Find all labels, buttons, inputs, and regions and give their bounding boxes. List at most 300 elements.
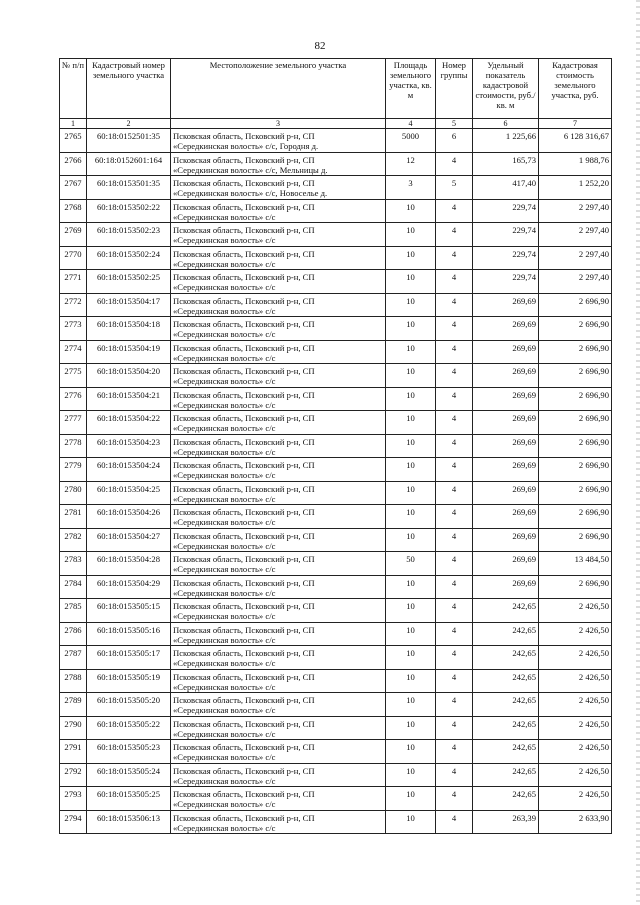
- cadastral-number: 60:18:0153502:24: [87, 246, 171, 270]
- location-line-2: «Середкинская волость» с/с: [173, 611, 276, 621]
- header-group: Номер группы: [436, 59, 473, 119]
- location-line-1: Псковская область, Псковский р-н, СП: [173, 742, 315, 752]
- group-number: 4: [436, 458, 473, 482]
- specific-value: 269,69: [473, 528, 539, 552]
- cadastral-number: 60:18:0153504:27: [87, 528, 171, 552]
- area: 10: [386, 505, 436, 529]
- area: 10: [386, 199, 436, 223]
- location-line-1: Псковская область, Псковский р-н, СП: [173, 154, 315, 165]
- row-number: 2788: [60, 669, 87, 693]
- cadastral-value: 2 297,40: [539, 246, 612, 270]
- location-line-1: Псковская область, Псковский р-н, СП: [173, 178, 315, 188]
- specific-value: 242,65: [473, 599, 539, 623]
- cadastral-value: 2 696,90: [539, 340, 612, 364]
- location-line-2: «Середкинская волость» с/с: [173, 587, 276, 598]
- location-line-1: Псковская область, Псковский р-н, СП: [173, 413, 315, 423]
- location-line-2: «Середкинская волость» с/с: [173, 376, 276, 386]
- cadastral-table: [59, 58, 612, 834]
- location: [171, 763, 386, 787]
- specific-value: 229,74: [473, 270, 539, 294]
- header-specific: Удельный показатель кадастровой стоимости, руб./кв. м: [473, 59, 539, 119]
- table-row: [60, 223, 612, 247]
- location: [171, 434, 386, 458]
- specific-value: 165,73: [473, 152, 539, 176]
- cadastral-number: 60:18:0153504:26: [87, 505, 171, 529]
- location-line-1: Псковская область, Псковский р-н, СП: [173, 765, 315, 776]
- specific-value: 229,74: [473, 199, 539, 223]
- column-number: 1: [60, 119, 87, 129]
- row-number: 2765: [60, 129, 87, 153]
- specific-value: 269,69: [473, 434, 539, 458]
- cadastral-number: 60:18:0152501:35: [87, 129, 171, 153]
- location-line-2: «Середкинская волость» с/с: [173, 470, 276, 480]
- specific-value: 1 225,66: [473, 129, 539, 153]
- specific-value: 269,69: [473, 364, 539, 388]
- table-row: [60, 411, 612, 435]
- specific-value: 269,69: [473, 411, 539, 435]
- location-line-1: Псковская область, Псковский р-н, СП: [173, 648, 315, 658]
- cadastral-number: 60:18:0153501:35: [87, 176, 171, 200]
- cadastral-value: 2 426,50: [539, 740, 612, 764]
- row-number: 2777: [60, 411, 87, 435]
- area: 10: [386, 740, 436, 764]
- cadastral-value: 2 426,50: [539, 693, 612, 717]
- column-number: 2: [87, 119, 171, 129]
- location-line-1: Псковская область, Псковский р-н, СП: [173, 248, 315, 259]
- area: 10: [386, 411, 436, 435]
- specific-value: 242,65: [473, 622, 539, 646]
- area: 10: [386, 458, 436, 482]
- location: [171, 646, 386, 670]
- group-number: 4: [436, 622, 473, 646]
- specific-value: 417,40: [473, 176, 539, 200]
- row-number: 2766: [60, 152, 87, 176]
- specific-value: 229,74: [473, 223, 539, 247]
- row-number: 2776: [60, 387, 87, 411]
- table-row: [60, 364, 612, 388]
- specific-value: 269,69: [473, 387, 539, 411]
- cadastral-number: 60:18:0152601:164: [87, 152, 171, 176]
- location-line-2: «Середкинская волость» с/с: [173, 329, 276, 339]
- group-number: 4: [436, 223, 473, 247]
- scan-edge: [636, 0, 640, 905]
- row-number: 2778: [60, 434, 87, 458]
- cadastral-number: 60:18:0153505:19: [87, 669, 171, 693]
- cadastral-number: 60:18:0153505:25: [87, 787, 171, 811]
- location-line-1: Псковская область, Псковский р-н, СП: [173, 577, 315, 588]
- location-line-1: Псковская область, Псковский р-н, СП: [173, 436, 315, 447]
- location-line-2: «Середкинская волость» с/с: [173, 822, 276, 833]
- column-number: 3: [171, 119, 386, 129]
- cadastral-value: 2 426,50: [539, 787, 612, 811]
- row-number: 2773: [60, 317, 87, 341]
- group-number: 5: [436, 176, 473, 200]
- table-row: [60, 740, 612, 764]
- table-row: [60, 599, 612, 623]
- group-number: 4: [436, 387, 473, 411]
- location-line-1: Псковская область, Псковский р-н, СП: [173, 483, 315, 494]
- location-line-1: Псковская область, Псковский р-н, СП: [173, 201, 315, 212]
- location-line-2: «Середкинская волость» с/с: [173, 399, 276, 410]
- cadastral-number: 60:18:0153505:24: [87, 763, 171, 787]
- row-number: 2770: [60, 246, 87, 270]
- location-line-2: «Середкинская волость» с/с: [173, 540, 276, 551]
- row-number: 2792: [60, 763, 87, 787]
- area: 10: [386, 317, 436, 341]
- location: [171, 223, 386, 247]
- row-number: 2767: [60, 176, 87, 200]
- table-row: [60, 646, 612, 670]
- cadastral-number: 60:18:0153504:24: [87, 458, 171, 482]
- location: [171, 176, 386, 200]
- cadastral-value: 2 426,50: [539, 763, 612, 787]
- location-line-1: Псковская область, Псковский р-н, СП: [173, 789, 315, 799]
- table-row: [60, 669, 612, 693]
- cadastral-number: 60:18:0153504:25: [87, 481, 171, 505]
- location: [171, 599, 386, 623]
- column-number: 4: [386, 119, 436, 129]
- location: [171, 458, 386, 482]
- location: [171, 716, 386, 740]
- location-line-2: «Середкинская волость» с/с: [173, 282, 276, 292]
- group-number: 4: [436, 763, 473, 787]
- area: 10: [386, 810, 436, 834]
- table-row: [60, 176, 612, 200]
- cadastral-number: 60:18:0153505:15: [87, 599, 171, 623]
- row-number: 2784: [60, 575, 87, 599]
- location-line-1: Псковская область, Псковский р-н, СП: [173, 530, 315, 541]
- cadastral-number: 60:18:0153505:20: [87, 693, 171, 717]
- group-number: 4: [436, 740, 473, 764]
- column-number-row: [60, 119, 612, 129]
- cadastral-value: 6 128 316,67: [539, 129, 612, 153]
- area: 10: [386, 599, 436, 623]
- row-number: 2791: [60, 740, 87, 764]
- area: 10: [386, 528, 436, 552]
- location-line-1: Псковская область, Псковский р-н, СП: [173, 460, 315, 470]
- location-line-1: Псковская область, Псковский р-н, СП: [173, 389, 315, 400]
- table-row: [60, 293, 612, 317]
- location-line-2: «Середкинская волость» с/с: [173, 752, 276, 762]
- location-line-2: «Середкинская волость» с/с: [173, 305, 276, 316]
- table-row: [60, 246, 612, 270]
- cadastral-value: 2 696,90: [539, 434, 612, 458]
- table-row: [60, 270, 612, 294]
- row-number: 2774: [60, 340, 87, 364]
- cadastral-number: 60:18:0153504:22: [87, 411, 171, 435]
- specific-value: 269,69: [473, 458, 539, 482]
- location-line-1: Псковская область, Псковский р-н, СП: [173, 624, 315, 635]
- group-number: 4: [436, 810, 473, 834]
- header-area: Площадь земельного участка, кв. м: [386, 59, 436, 119]
- location-line-1: Псковская область, Псковский р-н, СП: [173, 342, 315, 353]
- cadastral-number: 60:18:0153502:25: [87, 270, 171, 294]
- area: 12: [386, 152, 436, 176]
- location-line-1: Псковская область, Псковский р-н, СП: [173, 225, 315, 235]
- location-line-2: «Середкинская волость» с/с: [173, 728, 276, 739]
- table-row: [60, 716, 612, 740]
- cadastral-number: 60:18:0153504:19: [87, 340, 171, 364]
- table-row: [60, 458, 612, 482]
- area: 10: [386, 716, 436, 740]
- group-number: 4: [436, 552, 473, 576]
- area: 10: [386, 481, 436, 505]
- table-row: [60, 575, 612, 599]
- table-row: [60, 763, 612, 787]
- row-number: 2783: [60, 552, 87, 576]
- table-row: [60, 810, 612, 834]
- cadastral-value: 2 696,90: [539, 505, 612, 529]
- area: 10: [386, 364, 436, 388]
- group-number: 4: [436, 528, 473, 552]
- specific-value: 242,65: [473, 787, 539, 811]
- table-row: [60, 787, 612, 811]
- cadastral-value: 2 633,90: [539, 810, 612, 834]
- location: [171, 270, 386, 294]
- cadastral-number: 60:18:0153506:13: [87, 810, 171, 834]
- location-line-1: Псковская область, Псковский р-н, СП: [173, 718, 315, 729]
- table-row: [60, 387, 612, 411]
- specific-value: 242,65: [473, 740, 539, 764]
- location: [171, 810, 386, 834]
- cadastral-number: 60:18:0153504:29: [87, 575, 171, 599]
- specific-value: 269,69: [473, 340, 539, 364]
- location: [171, 575, 386, 599]
- area: 50: [386, 552, 436, 576]
- location-line-1: Псковская область, Псковский р-н, СП: [173, 601, 315, 611]
- area: 10: [386, 787, 436, 811]
- location: [171, 293, 386, 317]
- cadastral-value: 2 426,50: [539, 646, 612, 670]
- table-row: [60, 199, 612, 223]
- group-number: 4: [436, 199, 473, 223]
- group-number: 4: [436, 317, 473, 341]
- table-row: [60, 129, 612, 153]
- specific-value: 242,65: [473, 693, 539, 717]
- cadastral-value: 2 696,90: [539, 458, 612, 482]
- row-number: 2787: [60, 646, 87, 670]
- header-num: № п/п: [60, 59, 87, 119]
- cadastral-number: 60:18:0153505:16: [87, 622, 171, 646]
- location: [171, 317, 386, 341]
- location-line-1: Псковская область, Псковский р-н, СП: [173, 295, 315, 306]
- location-line-2: «Середкинская волость» с/с, Новоселье д.: [173, 188, 328, 198]
- location: [171, 364, 386, 388]
- group-number: 4: [436, 646, 473, 670]
- area: 10: [386, 434, 436, 458]
- cadastral-value: 2 696,90: [539, 575, 612, 599]
- cadastral-value: 2 426,50: [539, 599, 612, 623]
- specific-value: 229,74: [473, 246, 539, 270]
- specific-value: 242,65: [473, 669, 539, 693]
- area: 10: [386, 387, 436, 411]
- location-line-1: Псковская область, Псковский р-н, СП: [173, 319, 315, 329]
- location: [171, 411, 386, 435]
- location-line-1: Псковская область, Псковский р-н, СП: [173, 812, 315, 823]
- row-number: 2769: [60, 223, 87, 247]
- location: [171, 481, 386, 505]
- group-number: 4: [436, 364, 473, 388]
- cadastral-number: 60:18:0153504:18: [87, 317, 171, 341]
- location-line-1: Псковская область, Псковский р-н, СП: [173, 671, 315, 682]
- cadastral-value: 2 696,90: [539, 364, 612, 388]
- location: [171, 129, 386, 153]
- area: 10: [386, 646, 436, 670]
- cadastral-value: 2 696,90: [539, 387, 612, 411]
- group-number: 4: [436, 434, 473, 458]
- location: [171, 693, 386, 717]
- group-number: 4: [436, 505, 473, 529]
- group-number: 4: [436, 481, 473, 505]
- cadastral-value: 1 988,76: [539, 152, 612, 176]
- location-line-2: «Середкинская волость» с/с, Городня д.: [173, 141, 319, 151]
- location-line-2: «Середкинская волость» с/с, Мельницы д.: [173, 164, 328, 175]
- group-number: 4: [436, 246, 473, 270]
- area: 10: [386, 270, 436, 294]
- location-line-1: Псковская область, Псковский р-н, СП: [173, 695, 315, 705]
- location: [171, 528, 386, 552]
- cadastral-number: 60:18:0153505:23: [87, 740, 171, 764]
- area: 10: [386, 693, 436, 717]
- cadastral-value: 1 252,20: [539, 176, 612, 200]
- cadastral-number: 60:18:0153504:28: [87, 552, 171, 576]
- specific-value: 242,65: [473, 716, 539, 740]
- cadastral-value: 2 297,40: [539, 199, 612, 223]
- cadastral-number: 60:18:0153502:23: [87, 223, 171, 247]
- location: [171, 505, 386, 529]
- location-line-2: «Середкинская волость» с/с: [173, 235, 276, 245]
- cadastral-number: 60:18:0153505:17: [87, 646, 171, 670]
- area: 10: [386, 293, 436, 317]
- location-line-2: «Середкинская волость» с/с: [173, 211, 276, 222]
- location-line-2: «Середкинская волость» с/с: [173, 775, 276, 786]
- area: 10: [386, 669, 436, 693]
- location-line-1: Псковская область, Псковский р-н, СП: [173, 554, 315, 564]
- location: [171, 552, 386, 576]
- location: [171, 152, 386, 176]
- group-number: 4: [436, 787, 473, 811]
- table-row: [60, 528, 612, 552]
- specific-value: 269,69: [473, 505, 539, 529]
- group-number: 4: [436, 270, 473, 294]
- location: [171, 387, 386, 411]
- cadastral-value: 2 696,90: [539, 528, 612, 552]
- location-line-2: «Середкинская волость» с/с: [173, 352, 276, 363]
- cadastral-number: 60:18:0153504:21: [87, 387, 171, 411]
- specific-value: 269,69: [473, 317, 539, 341]
- cadastral-number: 60:18:0153505:22: [87, 716, 171, 740]
- cadastral-value: 2 696,90: [539, 481, 612, 505]
- row-number: 2794: [60, 810, 87, 834]
- group-number: 4: [436, 152, 473, 176]
- table-row: [60, 317, 612, 341]
- cadastral-value: 13 484,50: [539, 552, 612, 576]
- location-line-2: «Середкинская волость» с/с: [173, 564, 276, 574]
- cadastral-value: 2 696,90: [539, 317, 612, 341]
- specific-value: 269,69: [473, 552, 539, 576]
- table-row: [60, 693, 612, 717]
- table-row: [60, 481, 612, 505]
- location-line-2: «Середкинская волость» с/с: [173, 681, 276, 692]
- row-number: 2779: [60, 458, 87, 482]
- specific-value: 242,65: [473, 763, 539, 787]
- cadastral-value: 2 426,50: [539, 622, 612, 646]
- specific-value: 242,65: [473, 646, 539, 670]
- specific-value: 263,39: [473, 810, 539, 834]
- row-number: 2775: [60, 364, 87, 388]
- area: 10: [386, 575, 436, 599]
- cadastral-value: 2 696,90: [539, 411, 612, 435]
- cadastral-value: 2 426,50: [539, 669, 612, 693]
- table-row: [60, 152, 612, 176]
- group-number: 6: [436, 129, 473, 153]
- location-line-1: Псковская область, Псковский р-н, СП: [173, 366, 315, 376]
- group-number: 4: [436, 693, 473, 717]
- page-number: 82: [314, 40, 326, 52]
- group-number: 4: [436, 575, 473, 599]
- location-line-2: «Середкинская волость» с/с: [173, 517, 276, 527]
- area: 3: [386, 176, 436, 200]
- header-location: Местоположение земельного участка: [171, 59, 386, 119]
- header-value: Кадастровая стоимость земельного участка, руб.: [539, 59, 612, 119]
- cadastral-value: 2 696,90: [539, 293, 612, 317]
- row-number: 2772: [60, 293, 87, 317]
- area: 10: [386, 223, 436, 247]
- row-number: 2780: [60, 481, 87, 505]
- area: 5000: [386, 129, 436, 153]
- group-number: 4: [436, 293, 473, 317]
- cadastral-number: 60:18:0153504:23: [87, 434, 171, 458]
- header-cadastral: Кадастровый номер земельного участка: [87, 59, 171, 119]
- table-row: [60, 552, 612, 576]
- area: 10: [386, 340, 436, 364]
- cadastral-value: 2 426,50: [539, 716, 612, 740]
- location-line-2: «Середкинская волость» с/с: [173, 493, 276, 504]
- location-line-2: «Середкинская волость» с/с: [173, 658, 276, 668]
- location-line-2: «Середкинская волость» с/с: [173, 446, 276, 457]
- location-line-1: Псковская область, Псковский р-н, СП: [173, 131, 315, 141]
- row-number: 2785: [60, 599, 87, 623]
- location-line-2: «Середкинская волость» с/с: [173, 423, 276, 433]
- location-line-2: «Середкинская волость» с/с: [173, 634, 276, 645]
- location: [171, 246, 386, 270]
- location: [171, 740, 386, 764]
- cadastral-number: 60:18:0153502:22: [87, 199, 171, 223]
- column-number: 5: [436, 119, 473, 129]
- group-number: 4: [436, 411, 473, 435]
- column-number: 6: [473, 119, 539, 129]
- row-number: 2782: [60, 528, 87, 552]
- location-line-2: «Середкинская волость» с/с: [173, 258, 276, 269]
- group-number: 4: [436, 599, 473, 623]
- location: [171, 669, 386, 693]
- table-row: [60, 434, 612, 458]
- row-number: 2790: [60, 716, 87, 740]
- row-number: 2793: [60, 787, 87, 811]
- row-number: 2768: [60, 199, 87, 223]
- location-line-1: Псковская область, Псковский р-н, СП: [173, 272, 315, 282]
- column-number: 7: [539, 119, 612, 129]
- row-number: 2771: [60, 270, 87, 294]
- cadastral-number: 60:18:0153504:20: [87, 364, 171, 388]
- specific-value: 269,69: [473, 575, 539, 599]
- row-number: 2786: [60, 622, 87, 646]
- location: [171, 340, 386, 364]
- row-number: 2789: [60, 693, 87, 717]
- cadastral-number: 60:18:0153504:17: [87, 293, 171, 317]
- row-number: 2781: [60, 505, 87, 529]
- area: 10: [386, 763, 436, 787]
